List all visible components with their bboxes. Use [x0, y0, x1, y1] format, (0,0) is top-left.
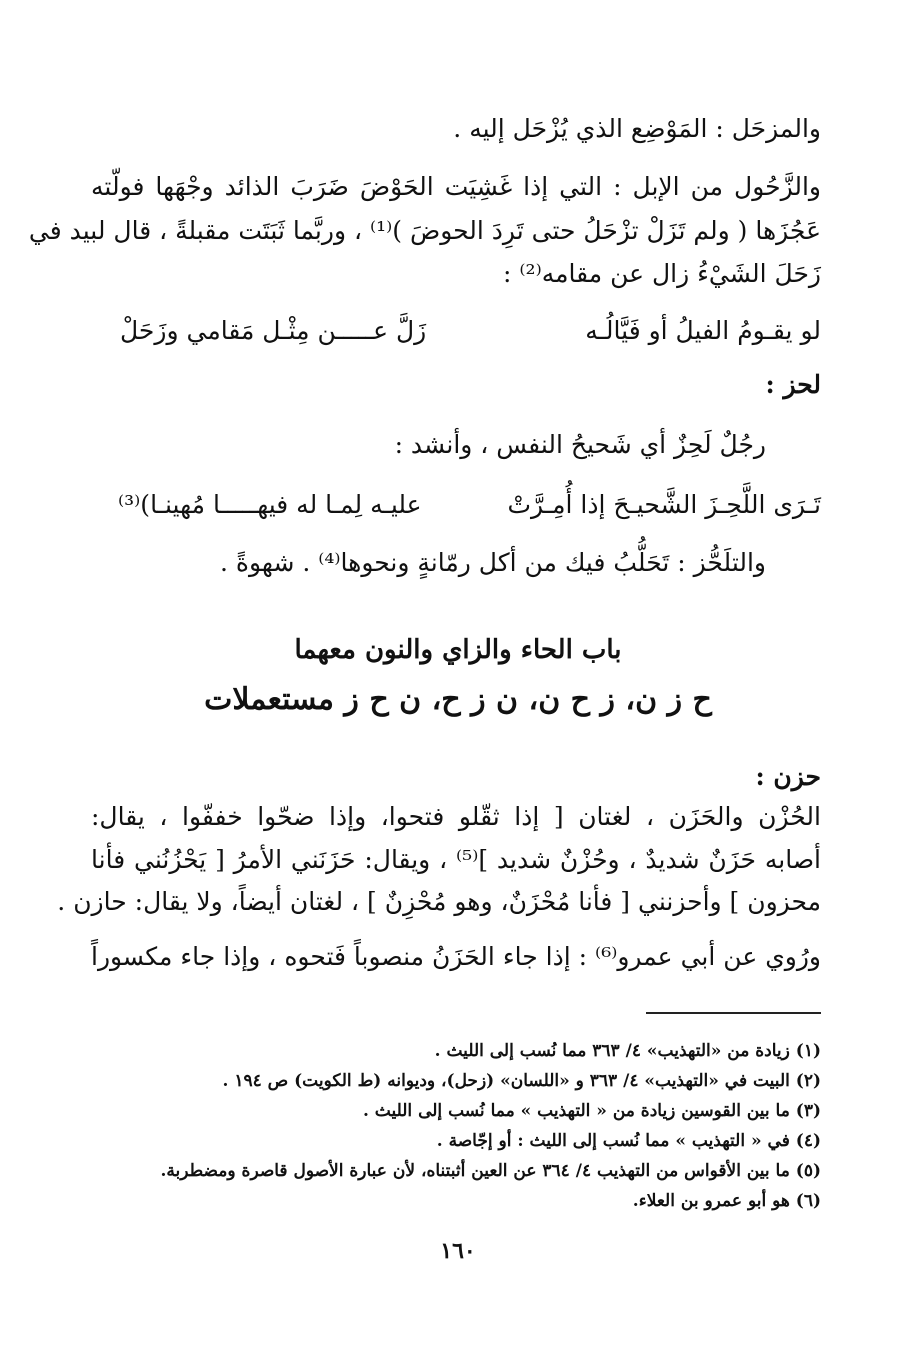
footnote: (٥) ما بين الأقواس من التهذيب ٤/ ٣٦٤ عن العين أثبتناه، لأن عبارة الأصول قاصرة ومضطربة.	[160, 1161, 821, 1181]
footnote: (٦) هو أبو عمرو بن العلاء.	[632, 1191, 821, 1211]
chapter-subtitle: ح ز ن، ز ح ن، ن ز ح، ن ح ز مستعملات	[204, 682, 712, 717]
footnote-separator	[646, 1012, 821, 1014]
footnote: (٣) ما بين القوسين زيادة من « التهذيب » مما نُسب إلى الليث .	[362, 1101, 821, 1121]
text-line: الحُزْن والحَزَن ، لغتان [ إذا ثقّلو فتحوا، وإذا ضحّوا خففّوا ، يقال:	[91, 802, 821, 831]
page-number: ١٦٠	[440, 1238, 476, 1264]
text-line: ورُوي عن أبي عمرو⁽⁶⁾ : إذا جاء الحَزَنُ منصوباً فَتحوه ، وإذا جاء مكسوراً	[91, 942, 821, 971]
text-line: والتلَحُّز : تَحَلُّبُ فيك من أكل رمّانةٍ ونحوها⁽⁴⁾ . شهوةً .	[220, 548, 766, 577]
footnote: (٢) البيت في «التهذيب» ٤/ ٣٦٣ و «اللسان» (زحل)، وديوانه (ط الكويت) ص ١٩٤ .	[222, 1071, 821, 1091]
text-line: زَحَلَ الشَيْءُ زال عن مقامه⁽²⁾ :	[503, 259, 821, 288]
footnote: (١) زيادة من «التهذيب» ٤/ ٣٦٣ مما نُسب إلى الليث .	[434, 1041, 821, 1061]
chapter-title: باب الحاء والزاي والنون معهما	[294, 635, 622, 665]
verse-hemistich-right: تَـرَى اللَّحِـزَ الشَّحيـحَ إذا أُمِـرَّتْ	[507, 490, 821, 519]
text-line: والمزحَل : المَوْضِع الذي يُزْحَل إليه .	[453, 114, 821, 143]
text-line: أصابه حَزَنٌ شديدٌ ، وحُزْنٌ شديد ]⁽⁵⁾ ، ويقال: حَزَنَني الأمرُ [ يَحْزُنُني فأنا	[91, 845, 821, 874]
entry-heading: حزن :	[755, 762, 821, 791]
text-line: رجُلٌ لَحِزٌ أي شَحيحُ النفس ، وأنشد :	[394, 430, 766, 459]
verse-hemistich-right: لو يقـومُ الفيلُ أو فَيَّالُـه	[585, 316, 821, 345]
text-line: عَجُزَها ( ولم تَزَلْ تزْحَلُ حتى تَرِدَ الحوضَ )⁽¹⁾ ، وربَّما ثَبَتَت مقبلةً ، قال لبيد في	[28, 216, 821, 245]
entry-heading: لحز :	[765, 370, 821, 399]
footnote: (٤) في « التهذيب » مما نُسب إلى الليث : أو إجّاصة .	[436, 1131, 821, 1151]
verse-hemistich-left: عليـه لِمـا له فيهـــــا مُهينـا)⁽³⁾	[118, 490, 422, 519]
text-line: محزون ] وأحزنني [ فأنا مُحْزَنٌ، وهو مُحْزِنٌ ] ، لغتان أيضاً، ولا يقال: حازن .	[57, 887, 821, 916]
text-line: والزَّحُول من الإبل : التي إذا غَشِيَت الحَوْضَ ضَرَبَ الذائد وجْهَها فولّته	[91, 172, 821, 201]
verse-hemistich-left: زَلَّ عـــــن مِثْـل مَقامي وزَحَلْ	[120, 316, 427, 345]
